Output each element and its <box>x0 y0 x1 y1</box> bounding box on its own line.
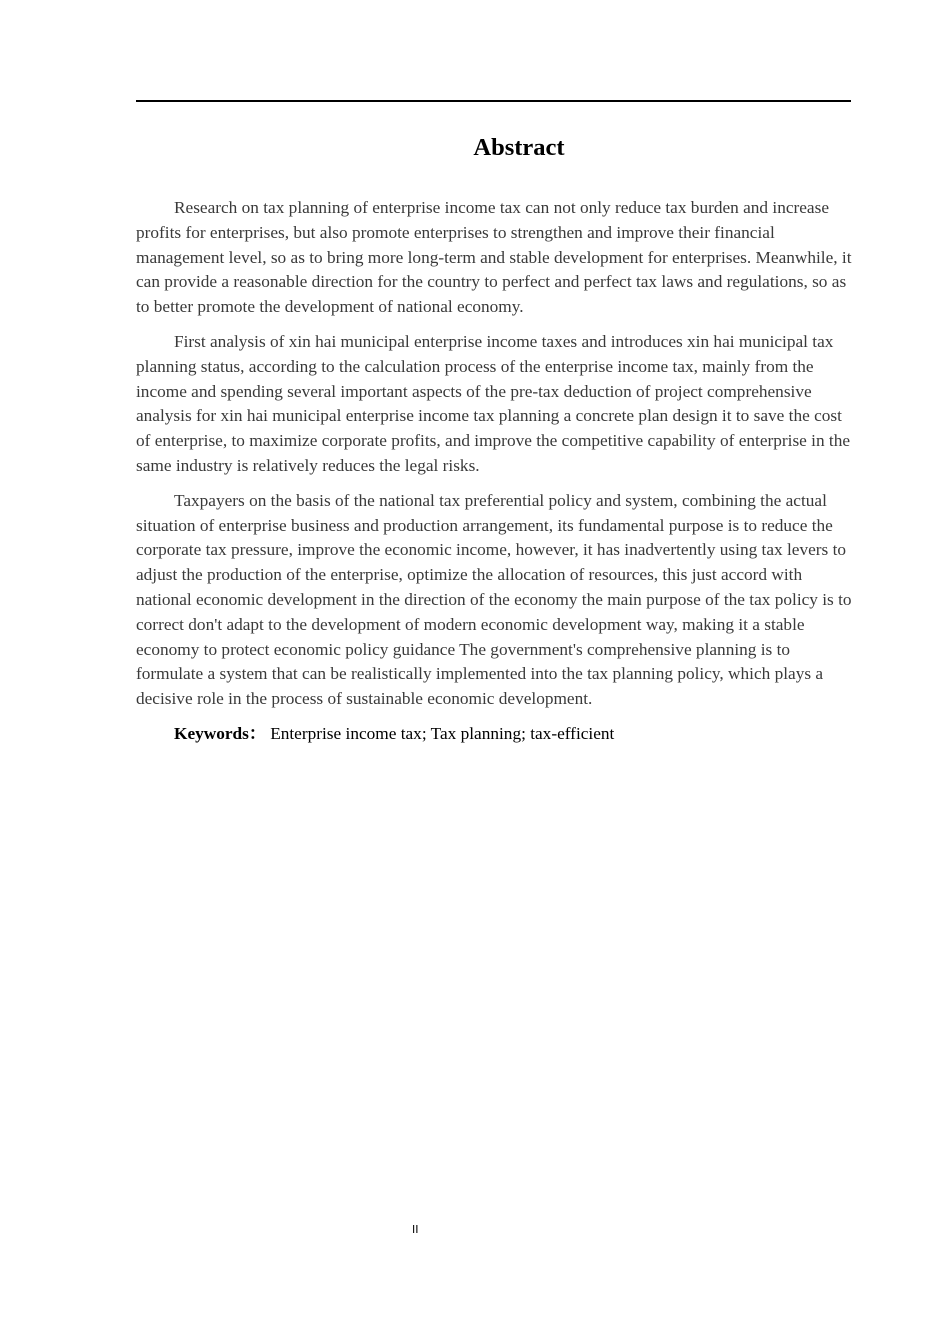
abstract-body <box>136 196 852 747</box>
abstract-title: Abstract <box>473 134 565 161</box>
keywords-separator: ： <box>248 723 267 743</box>
abstract-paragraph-1: Research on tax planning of enterprise income tax can not only reduce tax burden and increase profits for enterprises, but also promote enterprises to strengthen and improve their financial management level, so as to bring more long-term and stable development for enterprises. Meanwhile, it can provide a reasonable direction for the country to perfect and perfect tax laws and regulations, so as to better promote the development of national economy. <box>136 198 852 317</box>
page-number: II <box>412 1223 419 1236</box>
keywords-line <box>136 722 852 747</box>
keywords-label: Keywords <box>174 723 249 743</box>
header-rule <box>136 100 851 102</box>
keywords-value: Enterprise income tax; Tax planning; tax-efficient <box>270 723 615 743</box>
abstract-paragraph-3: Taxpayers on the basis of the national tax preferential policy and system, combining the actual situation of enterprise business and production arrangement, its fundamental purpose is to reduce the corporate tax pressure, improve the economic income, however, it has inadvertently using tax levers to adjust the production of the enterprise, optimize the allocation of resources, this just accord with national economic development in the direction of the economy the main purpose of the tax policy is to correct don't adapt to the development of modern economic development way, making it a stable economy to protect economic policy guidance The government's comprehensive planning is to formulate a system that can be realistically implemented into the tax planning policy, which plays a decisive role in the process of sustainable economic development. <box>136 490 852 709</box>
abstract-paragraph-2: First analysis of xin hai municipal enterprise income taxes and introduces xin hai municipal tax planning status, according to the calculation process of the enterprise income tax, mainly from the income and spending several important aspects of the pre-tax deduction of project comprehensive analysis for xin hai municipal enterprise income tax planning a concrete plan design it to save the cost of enterprise, to maximize corporate profits, and improve the competitive capability of enterprise in the same industry is relatively reduces the legal risks. <box>136 331 851 475</box>
